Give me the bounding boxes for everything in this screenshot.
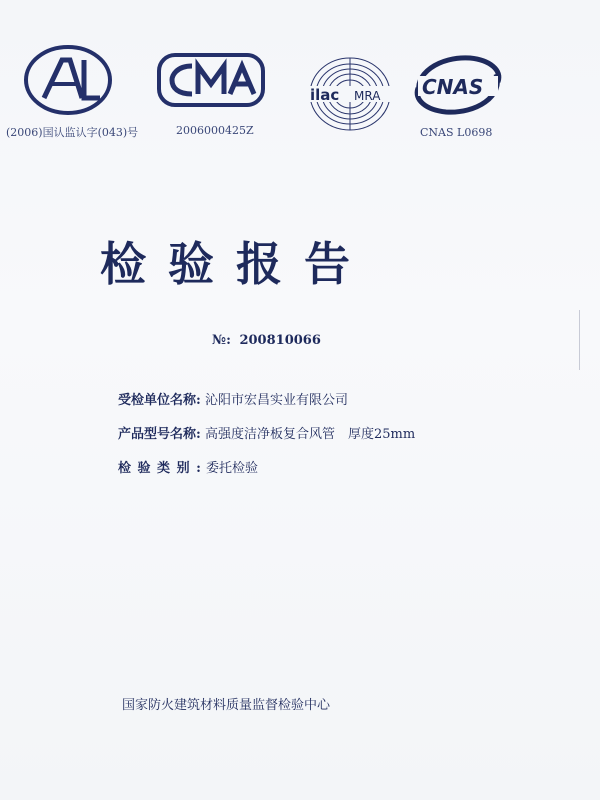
cal-caption: (2006)国认监认字(043)号 (6, 126, 139, 139)
field-label: 产品型号名称: (118, 427, 201, 442)
report-number-label: №: (212, 333, 231, 348)
field-inspected-unit (118, 389, 348, 408)
report-title: 检验报告 (100, 237, 372, 291)
field-label: 检 验 类 别 : (118, 461, 202, 476)
issuing-organization: 国家防火建筑材料质量监督检验中心 (122, 698, 331, 713)
cnas-logo (410, 52, 506, 118)
cma-caption: 2006000425Z (176, 124, 254, 137)
mra-text: MRA (354, 89, 381, 103)
field-inspection-type (118, 457, 258, 476)
cma-logo (156, 52, 266, 108)
field-value: 高强度洁净板复合风管 厚度25mm (204, 427, 416, 442)
cnas-caption: CNAS L0698 (420, 126, 493, 139)
scan-edge-mark (579, 310, 594, 370)
report-number (212, 333, 321, 348)
report-number-value: 200810066 (239, 333, 321, 348)
field-product-name (118, 423, 415, 442)
ilac-text: ilac (310, 86, 340, 104)
field-value: 沁阳市宏昌实业有限公司 (204, 393, 348, 408)
field-label: 受检单位名称: (118, 393, 201, 408)
cal-logo (22, 44, 114, 116)
field-value: 委托检验 (206, 461, 259, 476)
cnas-text: CNAS (422, 75, 484, 99)
ilac-mra-logo (304, 54, 396, 136)
